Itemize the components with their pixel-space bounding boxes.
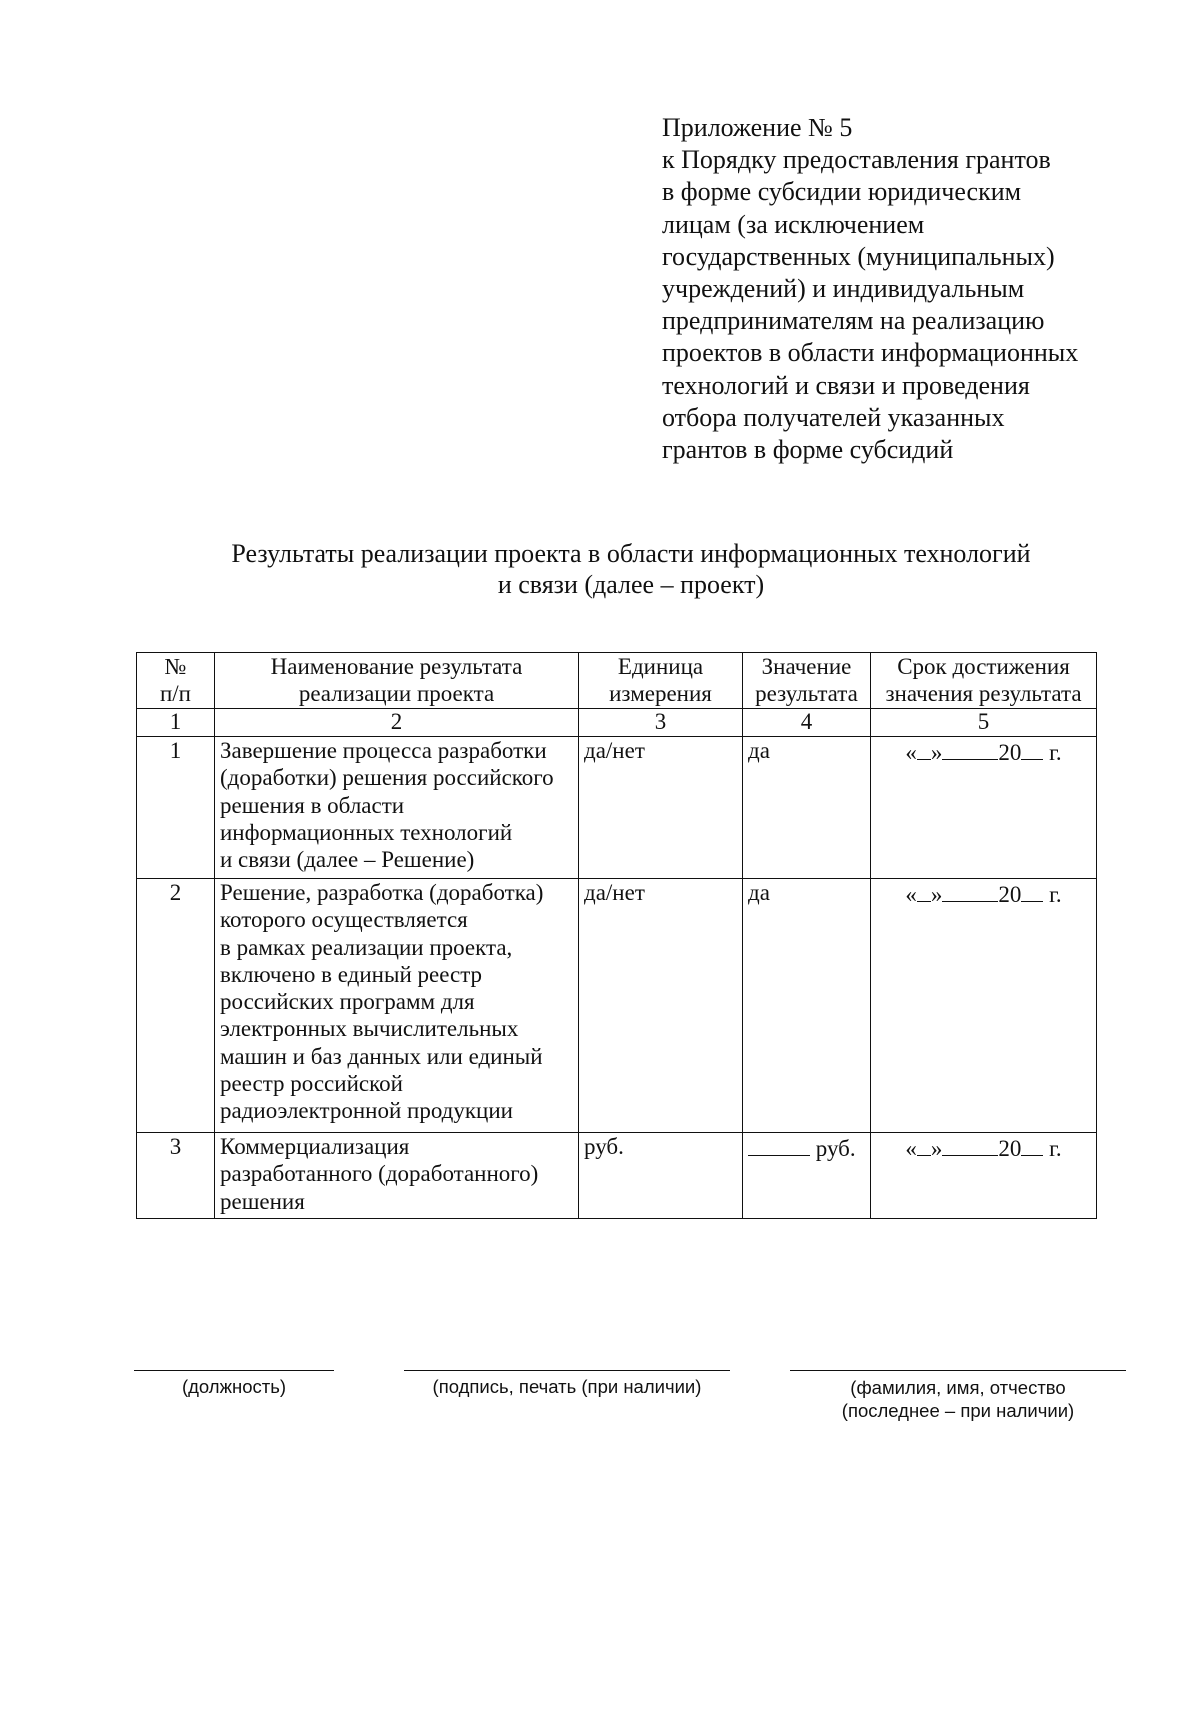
table-row [137,1133,1097,1219]
result-name: Завершение процесса разработки (доработки) решения российского решения в области информационных технологий и связи (далее – Решение) [215,737,579,879]
appendix-line: грантов в форме субсидий [662,435,954,465]
appendix-line: к Порядку предоставления грантов [662,145,1051,175]
row-number: 3 [137,1133,215,1219]
row-number: 1 [137,737,215,879]
title-line-1: Результаты реализации проекта в области информационных технологий [231,539,1031,568]
unit-cell: да/нет [579,737,743,879]
appendix-line: государственных (муниципальных) [662,241,1055,271]
value-cell: да [743,879,871,1133]
header-num: № п/п [137,653,215,709]
unit-cell: руб. [579,1133,743,1219]
title-line-2: и связи (далее – проект) [497,570,765,599]
row-number: 2 [137,879,215,1133]
header-name: Наименование результата реализации проекта [215,653,579,709]
column-number: 5 [871,709,1097,737]
appendix-line: Приложение № 5 [662,113,853,142]
value-cell: да [743,737,871,879]
full-name-line [790,1370,1126,1371]
results-table [136,652,1097,1219]
position-line [134,1370,334,1371]
column-number-row [137,709,1097,737]
deadline-cell: « » 20 г. [871,879,1097,1133]
result-name: Коммерциализация разработанного (доработанного) решения [215,1133,579,1219]
header-deadline: Срок достижения значения результата [871,653,1097,709]
table-row [137,879,1097,1133]
position-caption: (должность) [181,1376,287,1397]
appendix-line: отбора получателей указанных [662,402,1005,432]
deadline-cell: « » 20 г. [871,737,1097,879]
value-cell: руб. [743,1133,871,1219]
signature-caption: (подпись, печать (при наличии) [432,1376,702,1397]
document-title [0,538,1200,600]
signature-line [404,1370,730,1371]
result-name: Решение, разработка (доработка) которого осуществляется в рамках реализации проекта, включено в единый реестр российских программ для электронных вычислительных машин и баз данных или единый реестр российской радиоэлектронной продукции [215,879,579,1133]
table-header-row [137,653,1097,709]
appendix-header [662,112,1182,466]
appendix-line: технологий и связи и проведения [662,370,1030,400]
appendix-line: в форме субсидии юридическим [662,177,1022,207]
deadline-cell: « » 20 г. [871,1133,1097,1219]
appendix-line: предпринимателям на реализацию [662,306,1045,336]
column-number: 1 [137,709,215,737]
full-name-caption: (фамилия, имя, отчество (последнее – при наличии) [841,1377,1075,1421]
appendix-line: проектов в области информационных [662,338,1079,368]
column-number: 4 [743,709,871,737]
table-row [137,737,1097,879]
header-unit: Единица измерения [579,653,743,709]
appendix-line: учреждений) и индивидуальным [662,274,1025,304]
column-number: 3 [579,709,743,737]
unit-cell: да/нет [579,879,743,1133]
column-number: 2 [215,709,579,737]
appendix-line: лицам (за исключением [662,209,925,239]
header-value: Значение результата [743,653,871,709]
